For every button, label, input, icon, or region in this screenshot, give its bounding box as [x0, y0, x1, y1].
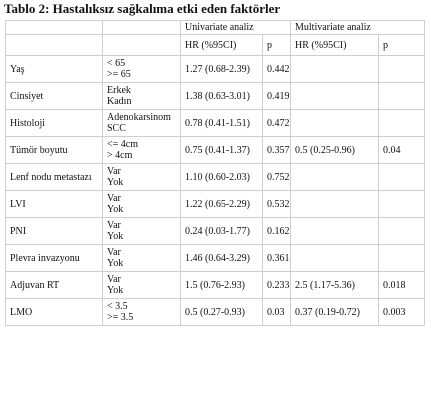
- multivariate-hr-cell: [291, 191, 379, 218]
- factor-levels-cell: [103, 83, 181, 110]
- multivariate-p-cell: [379, 110, 425, 137]
- factor-name-cell: Yaş: [6, 56, 103, 83]
- factor-level: >= 3.5: [107, 312, 134, 323]
- factor-level: Var: [107, 274, 121, 285]
- factor-levels-cell: [103, 299, 181, 326]
- univariate-hr-cell: 0.75 (0.41-1.37): [181, 137, 263, 164]
- multivariate-p-cell: [379, 83, 425, 110]
- table-title: Tablo 2: Hastalıksız sağkalıma etki eden faktörler: [4, 1, 281, 16]
- header-empty-cell: [103, 21, 181, 35]
- multivariate-p-cell: [379, 191, 425, 218]
- multivariate-hr-cell: [291, 110, 379, 137]
- factor-level: Yok: [107, 258, 124, 269]
- factor-levels-cell: [103, 272, 181, 299]
- table-row: [6, 137, 425, 164]
- factor-level: < 65: [107, 58, 126, 69]
- multivariate-hr-cell: [291, 56, 379, 83]
- multivariate-p-cell: [379, 164, 425, 191]
- header-empty-cell: [6, 21, 103, 35]
- univariate-hr-header: HR (%95CI): [181, 35, 263, 56]
- factor-name-cell: LVI: [6, 191, 103, 218]
- univariate-hr-cell: 1.10 (0.60-2.03): [181, 164, 263, 191]
- factor-levels-cell: [103, 191, 181, 218]
- table-row: [6, 218, 425, 245]
- multivariate-hr-header: HR (%95CI): [291, 35, 379, 56]
- univariate-p-cell: 0.442: [263, 56, 291, 83]
- factor-level: Yok: [107, 177, 124, 188]
- factor-name-cell: Tümör boyutu: [6, 137, 103, 164]
- factor-name-cell: Histoloji: [6, 110, 103, 137]
- univariate-header: Univariate analiz: [181, 21, 291, 35]
- factor-level: Adenokarsinom: [107, 112, 171, 123]
- header-empty-cell: [6, 35, 103, 56]
- table-row: [6, 272, 425, 299]
- factor-level: Var: [107, 193, 121, 204]
- multivariate-p-header: p: [379, 35, 425, 56]
- univariate-hr-cell: 0.5 (0.27-0.93): [181, 299, 263, 326]
- factor-level: Yok: [107, 285, 124, 296]
- univariate-p-cell: 0.752: [263, 164, 291, 191]
- factor-level: Var: [107, 220, 121, 231]
- factor-name-cell: Lenf nodu metastazı: [6, 164, 103, 191]
- factor-name-cell: Plevra invazyonu: [6, 245, 103, 272]
- factor-levels-cell: [103, 110, 181, 137]
- univariate-p-cell: 0.357: [263, 137, 291, 164]
- multivariate-hr-cell: [291, 245, 379, 272]
- univariate-p-cell: 0.162: [263, 218, 291, 245]
- factor-level: > 4cm: [107, 150, 133, 161]
- factor-level: >= 65: [107, 69, 131, 80]
- multivariate-p-cell: [379, 245, 425, 272]
- factor-name-cell: PNI: [6, 218, 103, 245]
- factor-name-cell: Cinsiyet: [6, 83, 103, 110]
- factor-name-cell: LMO: [6, 299, 103, 326]
- table-row: [6, 56, 425, 83]
- table-row: [6, 299, 425, 326]
- univariate-p-cell: 0.233: [263, 272, 291, 299]
- factor-level: Var: [107, 247, 121, 258]
- factor-name-cell: Adjuvan RT: [6, 272, 103, 299]
- multivariate-hr-cell: [291, 83, 379, 110]
- univariate-p-cell: 0.03: [263, 299, 291, 326]
- factor-levels-cell: [103, 164, 181, 191]
- multivariate-p-cell: 0.04: [379, 137, 425, 164]
- factor-levels-cell: [103, 137, 181, 164]
- univariate-hr-cell: 1.5 (0.76-2.93): [181, 272, 263, 299]
- univariate-p-cell: 0.419: [263, 83, 291, 110]
- univariate-p-header: p: [263, 35, 291, 56]
- table-row: [6, 164, 425, 191]
- factor-levels-cell: [103, 56, 181, 83]
- table-row: [6, 245, 425, 272]
- multivariate-hr-cell: [291, 218, 379, 245]
- factors-table: [5, 20, 425, 326]
- multivariate-hr-cell: [291, 164, 379, 191]
- univariate-hr-cell: 1.46 (0.64-3.29): [181, 245, 263, 272]
- header-row-groups: [6, 21, 425, 35]
- multivariate-hr-cell: 0.5 (0.25-0.96): [291, 137, 379, 164]
- univariate-hr-cell: 0.78 (0.41-1.51): [181, 110, 263, 137]
- factor-level: SCC: [107, 123, 126, 134]
- univariate-p-cell: 0.472: [263, 110, 291, 137]
- factor-level: Var: [107, 166, 121, 177]
- multivariate-header: Multivariate analiz: [291, 21, 425, 35]
- table-row: [6, 110, 425, 137]
- factor-level: Erkek: [107, 85, 131, 96]
- factor-level: Kadın: [107, 96, 132, 107]
- factor-levels-cell: [103, 218, 181, 245]
- univariate-hr-cell: 1.38 (0.63-3.01): [181, 83, 263, 110]
- multivariate-p-cell: [379, 218, 425, 245]
- multivariate-hr-cell: 2.5 (1.17-5.36): [291, 272, 379, 299]
- table-row: [6, 191, 425, 218]
- multivariate-hr-cell: 0.37 (0.19-0.72): [291, 299, 379, 326]
- factor-levels-cell: [103, 245, 181, 272]
- multivariate-p-cell: 0.018: [379, 272, 425, 299]
- table-row: [6, 83, 425, 110]
- univariate-hr-cell: 1.22 (0.65-2.29): [181, 191, 263, 218]
- factor-level: Yok: [107, 204, 124, 215]
- header-empty-cell: [103, 35, 181, 56]
- factor-level: < 3.5: [107, 301, 128, 312]
- univariate-hr-cell: 0.24 (0.03-1.77): [181, 218, 263, 245]
- univariate-p-cell: 0.361: [263, 245, 291, 272]
- multivariate-p-cell: [379, 56, 425, 83]
- multivariate-p-cell: 0.003: [379, 299, 425, 326]
- factor-level: Yok: [107, 231, 124, 242]
- header-row-columns: [6, 35, 425, 56]
- univariate-hr-cell: 1.27 (0.68-2.39): [181, 56, 263, 83]
- univariate-p-cell: 0.532: [263, 191, 291, 218]
- factor-level: <= 4cm: [107, 139, 138, 150]
